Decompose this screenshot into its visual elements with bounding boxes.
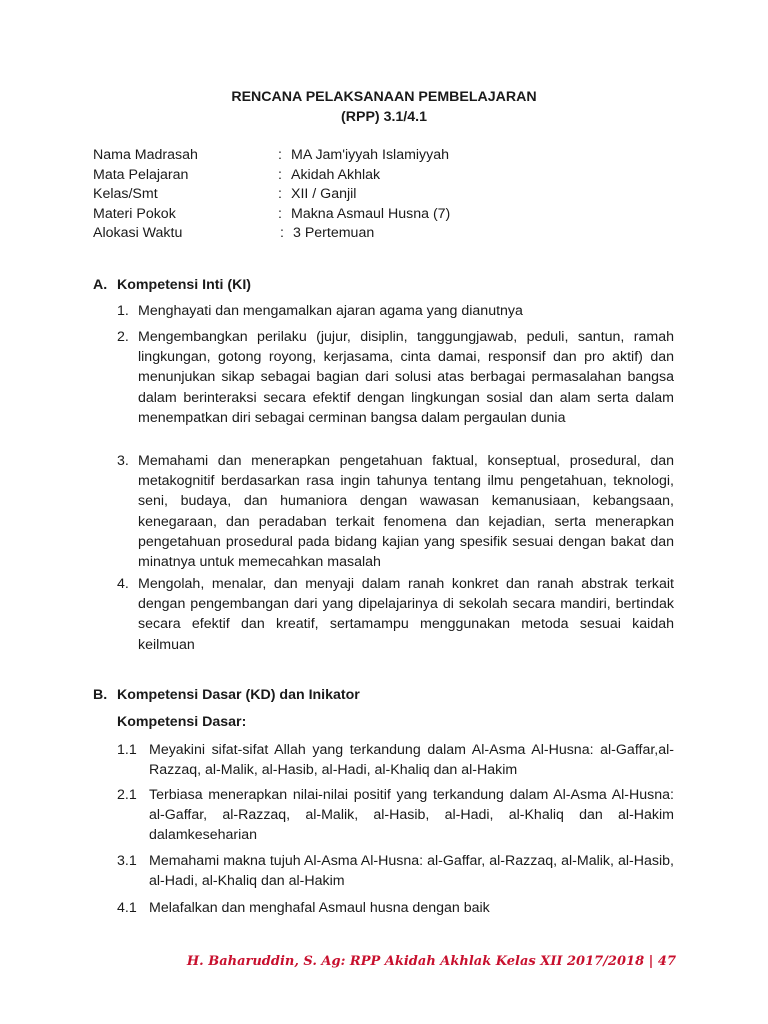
- ki-item-3: [117, 451, 674, 572]
- info-value: MA Jam'iyyah Islamiyyah: [291, 147, 450, 163]
- info-label: Mata Pelajaran: [93, 166, 189, 183]
- info-label: Materi Pokok: [93, 205, 176, 222]
- kd-item-1-1: [117, 740, 674, 780]
- info-value: Makna Asmaul Husna (7): [291, 205, 451, 222]
- ki-item-number: 3.: [117, 453, 129, 469]
- section-b-title: Kompetensi Dasar (KD) dan Inikator: [117, 687, 360, 703]
- kd-item-number: 2.1: [117, 787, 137, 803]
- kd-item-2-1: [117, 785, 674, 846]
- ki-item-text: Memahami dan menerapkan pengetahuan faktual, konseptual, prosedural, dan metakognitif berdasarkan rasa ingin tahunya tentang ilmu pengetahuan, teknologi, seni, budaya, dan humaniora dengan wawasan kemanusiaan, kebangsaan, kenegaraan, dan peradaban terkait fenomena dan kejadian, serta menerapkan pengetahuan prosedural pada bidang kajian yang spesifik sesuai dengan bakat dan minatnya untuk memecahkan masalah: [138, 453, 674, 571]
- kd-item-text: Melafalkan dan menghafal Asmaul husna dengan baik: [149, 900, 490, 916]
- info-label: Nama Madrasah: [93, 147, 198, 163]
- document-title: RENCANA PELAKSANAAN PEMBELAJARAN: [231, 89, 537, 105]
- info-value: 3 Pertemuan: [293, 225, 375, 241]
- section-a-title: Kompetensi Inti (KI): [117, 277, 251, 293]
- info-label: Kelas/Smt: [93, 186, 158, 202]
- ki-item-1: [117, 301, 674, 321]
- section-b-heading: [93, 685, 360, 705]
- ki-item-4: [117, 574, 674, 655]
- info-separator: :: [278, 147, 282, 163]
- kd-item-text: Terbiasa menerapkan nilai-nilai positif yang terkandung dalam Al-Asma Al-Husna: al-Gaffar, al-Razzaq, al-Malik, al-Hasib, al-Hadi, al-Khaliq dan al-Hakim dalamkeseharian: [149, 787, 674, 844]
- info-separator: :: [280, 225, 284, 241]
- page-footer: H. Baharuddin, S. Ag: RPP Akidah Akhlak Kelas XII 2017/2018 | 47: [186, 954, 676, 969]
- section-a-heading: [93, 275, 251, 295]
- kd-item-3-1: [117, 851, 674, 891]
- section-a-letter: A.: [93, 277, 108, 293]
- kd-item-text: Meyakini sifat-sifat Allah yang terkandung dalam Al-Asma Al-Husna: al-Gaffar,al-Razzaq, al-Malik, al-Hasib, al-Hadi, al-Khaliq dan al-Hakim: [149, 742, 674, 779]
- info-value: XII / Ganjil: [291, 186, 357, 202]
- document-subtitle: (RPP) 3.1/4.1: [341, 109, 427, 125]
- info-separator: :: [278, 166, 282, 183]
- kd-subheading: Kompetensi Dasar:: [117, 714, 247, 730]
- ki-item-text: Menghayati dan mengamalkan ajaran agama yang dianutnya: [138, 303, 523, 319]
- kd-item-number: 1.1: [117, 742, 137, 758]
- info-separator: :: [278, 186, 282, 202]
- info-value: Akidah Akhlak: [291, 166, 381, 183]
- ki-item-2: [117, 327, 674, 428]
- ki-item-number: 2.: [117, 329, 129, 345]
- info-separator: :: [278, 205, 282, 222]
- kd-item-number: 4.1: [117, 900, 137, 916]
- ki-item-text: Mengembangkan perilaku (jujur, disiplin, tanggungjawab, peduli, santun, ramah lingkungan, gotong royong, kerjasama, cinta damai, responsif dan pro aktif) dan menunjukan sikap sebagai bagian dari solusi atas berbagai permasalahan bangsa dalam berinteraksi secara efektif dengan lingkungan sosial dan alam serta dalam menempatkan diri sebagai cerminan bangsa dalam pergaulan dunia: [138, 329, 674, 426]
- info-label: Alokasi Waktu: [93, 225, 183, 241]
- ki-item-number: 4.: [117, 576, 129, 592]
- kd-item-4-1: [117, 898, 674, 918]
- ki-item-number: 1.: [117, 303, 129, 319]
- kd-item-text: Memahami makna tujuh Al-Asma Al-Husna: al-Gaffar, al-Razzaq, al-Malik, al-Hasib, al-Hadi, al-Khaliq dan al-Hakim: [149, 853, 674, 890]
- section-b-letter: B.: [93, 687, 108, 703]
- ki-item-text: Mengolah, menalar, dan menyaji dalam ranah konkret dan ranah abstrak terkait dengan pengembangan dari yang dipelajarinya di sekolah secara mandiri, bertindak secara efektif dan kreatif, sertamampu menggunakan metoda sesuai kaidah keilmuan: [138, 576, 674, 653]
- kd-item-number: 3.1: [117, 853, 137, 869]
